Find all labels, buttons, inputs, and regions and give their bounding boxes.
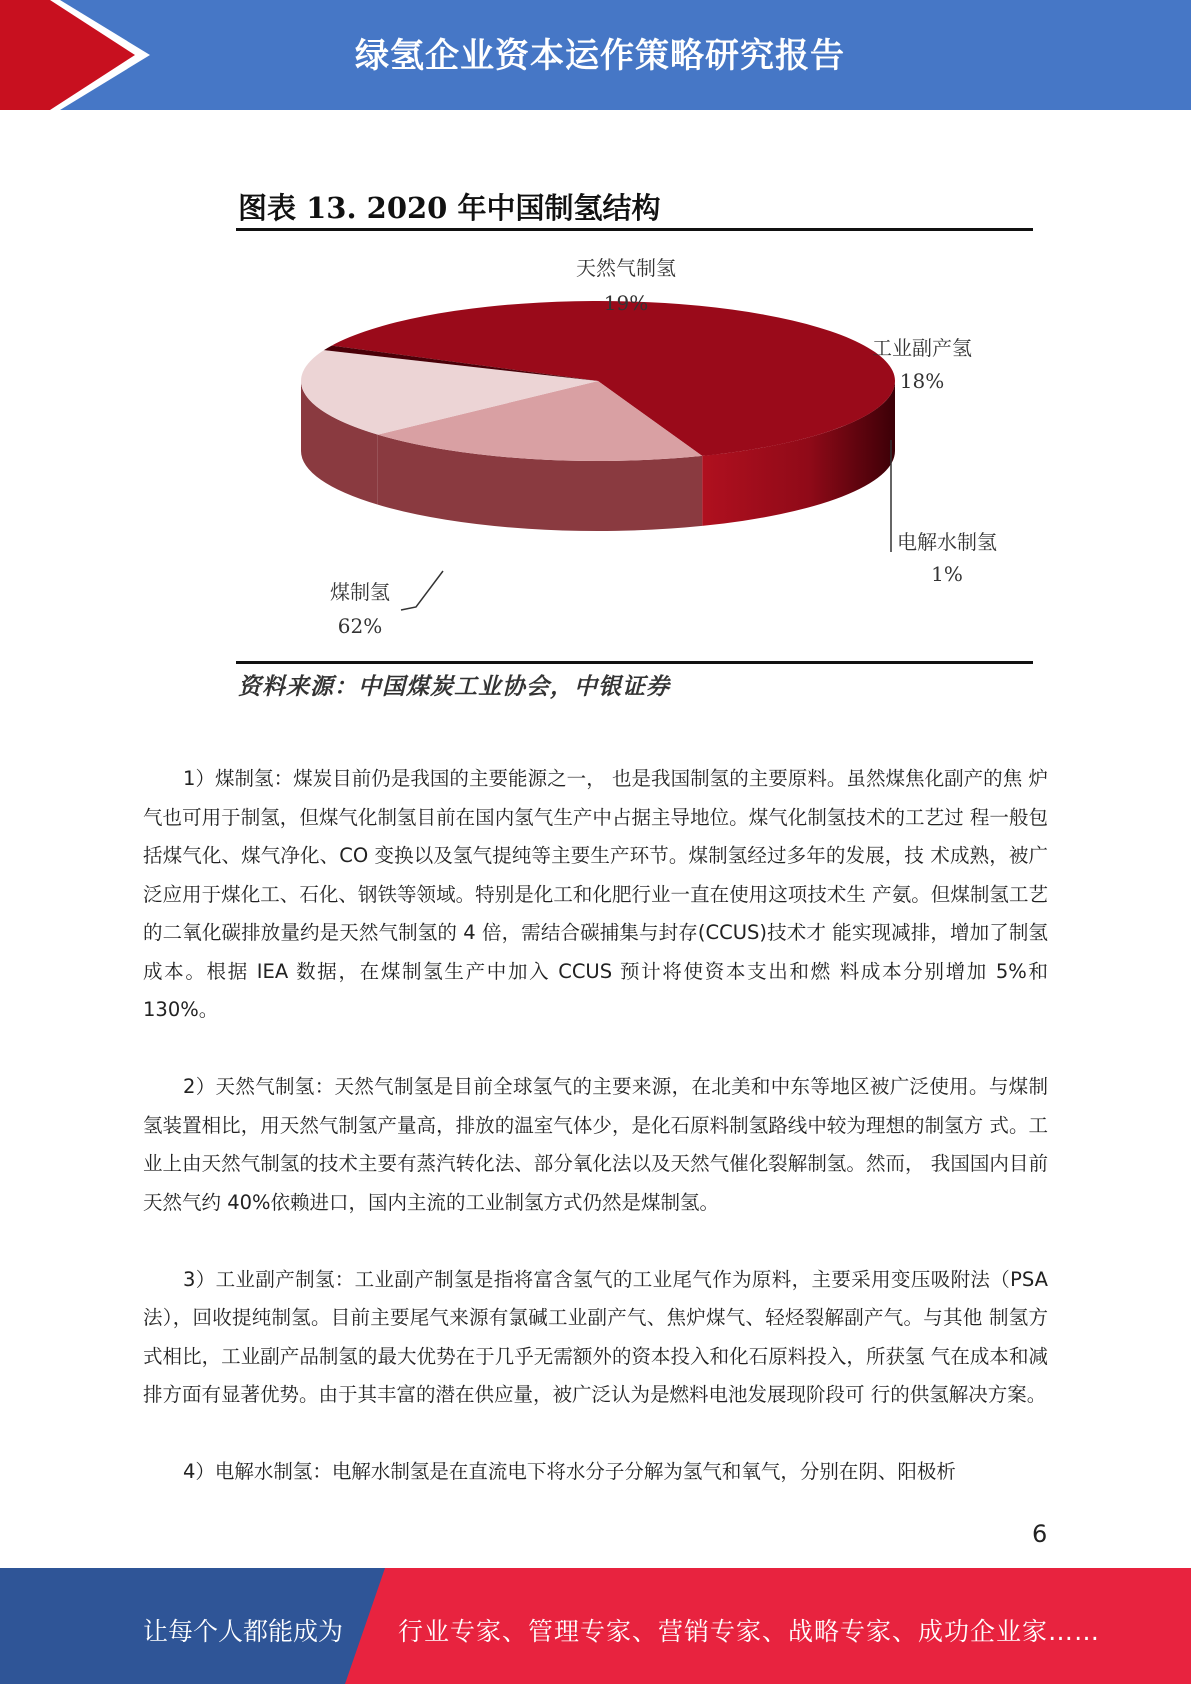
label-coal-value: 62% xyxy=(337,614,383,638)
footer-slogan-right: 行业专家、管理专家、营销专家、战略专家、成功企业家…… xyxy=(398,1617,1101,1646)
report-title: 绿氢企业资本运作策略研究报告 xyxy=(355,36,845,76)
coal-leader-line xyxy=(401,571,443,610)
figure-title: 图表 13. 2020 年中国制氢结构 xyxy=(238,191,661,225)
label-coal-name: 煤制氢 xyxy=(330,580,390,604)
header-chevron-decoration xyxy=(0,0,160,110)
paragraph-electrolysis: 4）电解水制氢：电解水制氢是在直流电下将水分子分解为氢气和氧气，分别在阴、阳极析 xyxy=(183,1460,956,1483)
label-natural-gas-value: 19% xyxy=(603,291,649,315)
label-industrial-byproduct-value: 18% xyxy=(899,369,945,393)
paragraph-coal: 1）煤制氢：煤炭目前仍是我国的主要能源之一， 也是我国制氢的主要原料。虽然煤焦化副产的焦 炉气也可用于制氢，但煤气化制氢目前在国内氢气生产中占据主导地位。煤气化制氢技术的工艺过 程一般包括煤气化、煤气净化、CO 变换以及氢气提纯等主要生产环节。煤制氢经过多年的发展，技 术成熟，被广泛应用于煤化工、石化、钢铁等领域。特别是化工和化肥行业一直在使用这项技术生 产氨。但煤制氢工艺的二氧化碳排放量约是天然气制氢的 4 倍，需结合碳捕集与封存(CCUS)技术才 能实现减排，增加了制氢成本。根据 IEA 数据，在煤制氢生产中加入 CCUS 预计将使资本支出和燃 料成本分别增加 5%和 130%。 xyxy=(143,767,1048,1021)
figure-source: 资料来源：中国煤炭工业协会，中银证券 xyxy=(238,673,670,700)
label-electrolysis-name: 电解水制氢 xyxy=(897,530,997,554)
figure-bottom-rule xyxy=(236,661,1033,664)
page-header xyxy=(0,0,1191,110)
page-number: 6 xyxy=(1032,1520,1048,1548)
label-electrolysis-value: 1% xyxy=(931,562,963,586)
hydrogen-structure-pie-chart xyxy=(236,240,1033,660)
paragraph-natural-gas: 2）天然气制氢：天然气制氢是目前全球氢气的主要来源，在北美和中东等地区被广泛使用。与煤制 氢装置相比，用天然气制氢产量高，排放的温室气体少，是化石原料制氢路线中较为理想的制氢方 式。工业上由天然气制氢的技术主要有蒸汽转化法、部分氧化法以及天然气催化裂解制氢。然而， 我国国内目前天然气约 40%依赖进口，国内主流的工业制氢方式仍然是煤制氢。 xyxy=(143,1075,1048,1214)
figure-top-rule xyxy=(236,228,1033,231)
label-industrial-byproduct-name: 工业副产氢 xyxy=(872,336,972,360)
paragraph-industrial-byproduct: 3）工业副产制氢：工业副产制氢是指将富含氢气的工业尾气作为原料，主要采用变压吸附法（PSA 法），回收提纯制氢。目前主要尾气来源有氯碱工业副产气、焦炉煤气、轻烃裂解副产气。与其他 制氢方式相比，工业副产品制氢的最大优势在于几乎无需额外的资本投入和化石原料投入，所获氢 气在成本和减排方面有显著优势。由于其丰富的潜在供应量，被广泛认为是燃料电池发展现阶段可 行的供氢解决方案。 xyxy=(143,1267,1048,1406)
label-natural-gas-name: 天然气制氢 xyxy=(576,256,676,280)
pie-group xyxy=(301,301,895,531)
footer-slogan-left: 让每个人都能成为 xyxy=(143,1617,344,1646)
page-footer xyxy=(0,1568,1191,1684)
body-text xyxy=(143,760,1048,1530)
